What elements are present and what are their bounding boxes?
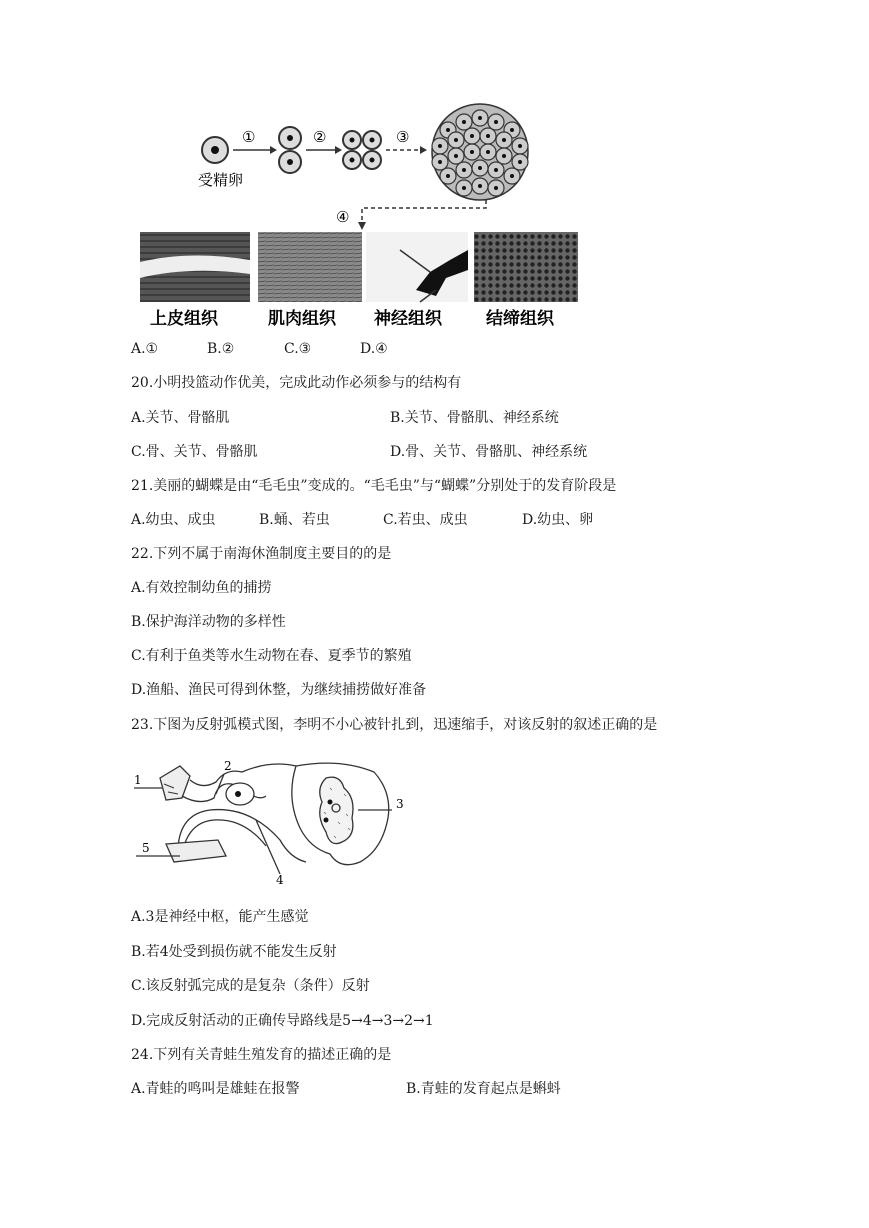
q23-option-b: B.若4处受到损伤就不能发生反射: [131, 944, 337, 960]
q19-option-a: A.①: [131, 341, 159, 357]
muscle-tissue-image: [258, 232, 362, 302]
zygote-label: 受精卵: [198, 171, 244, 189]
q22-option-b: B.保护海洋动物的多样性: [131, 614, 286, 630]
q20-option-b: B.关节、骨骼肌、神经系统: [390, 410, 559, 426]
step-1-label: ①: [242, 128, 256, 146]
step-3-label: ③: [396, 128, 410, 146]
q24-stem: 24.下列有关青蛙生殖发育的描述正确的是: [131, 1047, 392, 1063]
q22-option-c: C.有利于鱼类等水生动物在春、夏季节的繁殖: [131, 648, 412, 664]
q19-option-b: B.②: [207, 341, 235, 357]
step-2-label: ②: [313, 128, 327, 146]
tissue-label-connective: 结缔组织: [486, 309, 554, 329]
q22-option-a: A.有效控制幼鱼的捕捞: [131, 580, 272, 596]
tissue-label-nerve: 神经组织: [374, 309, 442, 329]
zygote-cell: [202, 137, 228, 163]
cell-mass: [432, 104, 528, 200]
q20-option-c: C.骨、关节、骨骼肌: [131, 444, 258, 460]
q19-option-c: C.③: [284, 341, 312, 357]
four-cells: [343, 131, 381, 169]
cell-division-figure: [130, 100, 600, 332]
q24-option-b: B.青蛙的发育起点是蝌蚪: [406, 1081, 561, 1097]
q22-option-d: D.渔船、渔民可得到休整，为继续捕捞做好准备: [131, 682, 427, 698]
q20-option-d: D.骨、关节、骨骼肌、神经系统: [390, 444, 588, 460]
q24-option-a: A.青蛙的鸣叫是雄蛙在报警: [131, 1081, 300, 1097]
reflex-arc-figure: [130, 758, 420, 888]
q23-option-d: D.完成反射活动的正确传导路线是5→4→3→2→1: [131, 1013, 434, 1029]
q23-option-a: A.3是神经中枢，能产生感觉: [131, 909, 309, 925]
connective-tissue-image: [474, 232, 578, 302]
reflex-label-3: 3: [396, 797, 404, 811]
q20-option-a: A.关节、骨骼肌: [131, 410, 230, 426]
step-4-label: ④: [336, 208, 350, 226]
tissue-label-epithelial: 上皮组织: [150, 309, 218, 329]
two-cells: [279, 127, 301, 173]
q23-stem: 23.下图为反射弧模式图，李明不小心被针扎到，迅速缩手，对该反射的叙述正确的是: [131, 717, 658, 733]
reflex-label-4: 4: [276, 873, 284, 887]
q21-option-b: B.蛹、若虫: [259, 512, 330, 528]
q21-option-a: A.幼虫、成虫: [131, 512, 216, 528]
q21-option-c: C.若虫、成虫: [383, 512, 468, 528]
epithelial-tissue-image: [140, 232, 250, 302]
reflex-label-2: 2: [224, 759, 232, 773]
reflex-label-5: 5: [142, 841, 150, 855]
reflex-label-1: 1: [134, 773, 142, 787]
q21-option-d: D.幼虫、卵: [522, 512, 594, 528]
tissue-label-muscle: 肌肉组织: [268, 309, 336, 329]
q22-stem: 22.下列不属于南海休渔制度主要目的的是: [131, 546, 392, 562]
q19-option-d: D.④: [360, 341, 388, 357]
q21-stem: 21.美丽的蝴蝶是由“毛毛虫”变成的。“毛毛虫”与“蝴蝶”分别处于的发育阶段是: [131, 478, 617, 494]
q23-option-c: C.该反射弧完成的是复杂（条件）反射: [131, 978, 370, 994]
q20-stem: 20.小明投篮动作优美，完成此动作必须参与的结构有: [131, 375, 462, 391]
nerve-tissue-image: [366, 232, 468, 302]
